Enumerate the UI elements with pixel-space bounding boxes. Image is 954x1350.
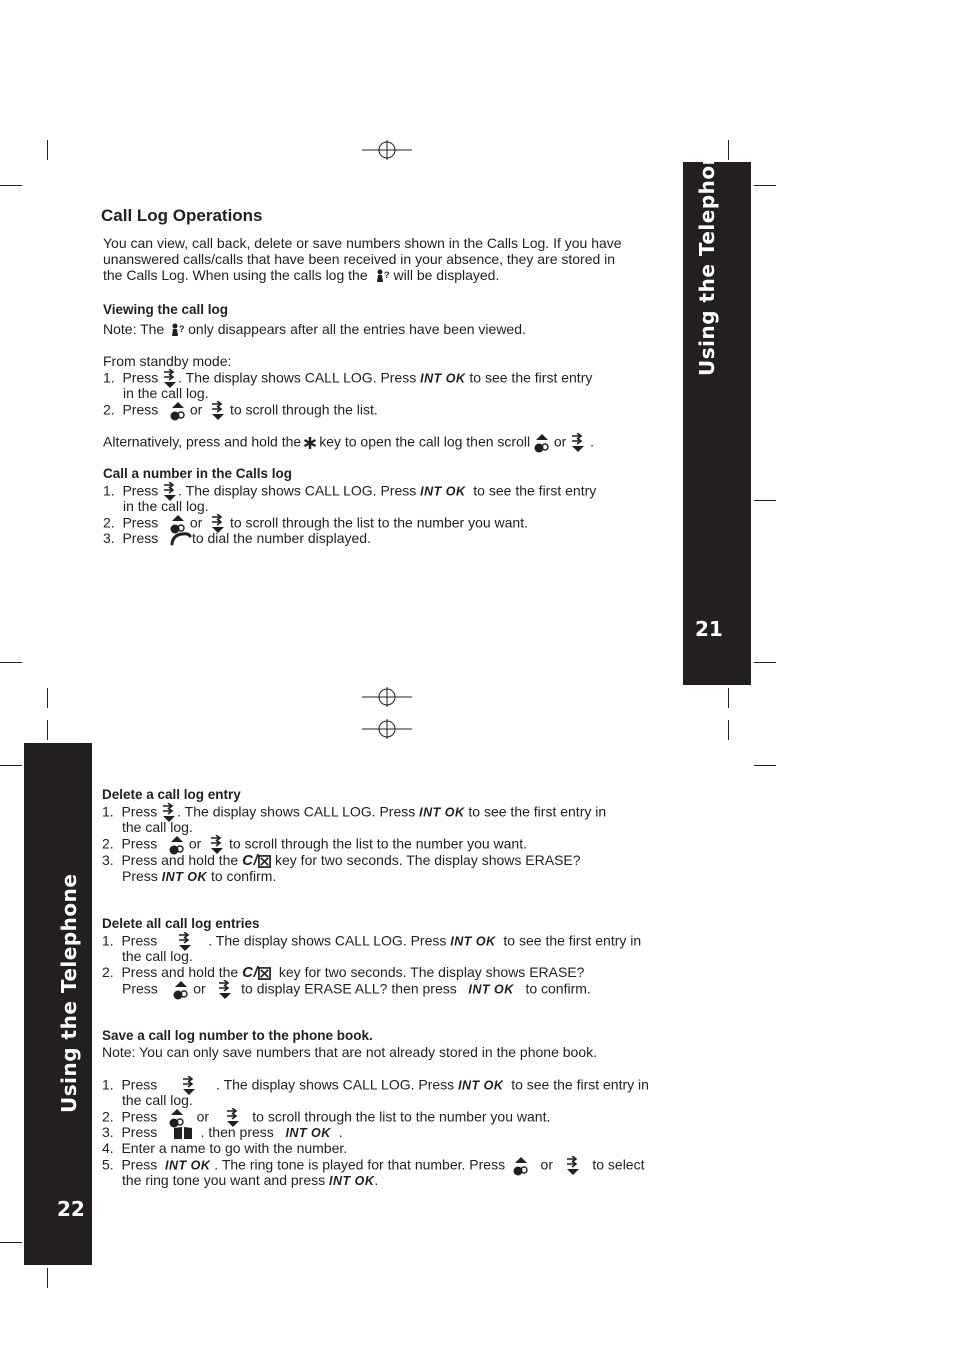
section-heading: Call Log Operations — [101, 206, 263, 225]
delete-all-title: Delete all call log entries — [102, 916, 260, 931]
scroll-up-icon — [170, 401, 186, 421]
list-item: 2. Press and hold the C/ key for two seconds. The display shows ERASE? — [102, 964, 585, 981]
int-ok-key: INT OK — [420, 371, 466, 386]
scroll-down-icon — [210, 401, 226, 421]
delete-entry-title: Delete a call log entry — [102, 787, 241, 802]
list-item: 5. Press INT OK . The ring tone is played for that number. Press or to select — [102, 1156, 644, 1176]
scroll-up-icon — [534, 433, 550, 453]
list-item: 2. Press or to scroll through the list to the number you want. — [102, 835, 527, 855]
phonebook-icon — [173, 1126, 193, 1140]
list-item: 1. Press . The display shows CALL LOG. Press INT OK to see the first entry in — [102, 932, 641, 952]
list-item: 1. Press . The display shows CALL LOG. Press INT OK to see the first entry in — [102, 1076, 649, 1096]
scroll-up-icon — [173, 980, 189, 1000]
save-title: Save a call log number to the phone book. — [102, 1028, 373, 1043]
page-number: 22 — [57, 1197, 85, 1221]
call-number-title: Call a number in the Calls log — [103, 466, 293, 481]
clear-icon — [258, 855, 271, 868]
tab-title: Using the Telephone — [695, 136, 719, 376]
star-key-icon — [303, 436, 317, 450]
int-ok-key: INT OK — [458, 1078, 504, 1093]
side-tab-page-21 — [683, 136, 751, 685]
list-item: 1. Press . The display shows CALL LOG. Press INT OK to see the first entry — [103, 482, 596, 502]
talk-key-icon — [170, 532, 192, 546]
list-item: 3. Press and hold the C/ key for two seconds. The display shows ERASE? — [102, 852, 581, 869]
list-item: 2. Press or to scroll through the list to the number you want. — [102, 1108, 550, 1128]
side-tab-page-22 — [24, 743, 92, 1265]
int-ok-key: INT OK — [161, 870, 208, 884]
list-item: 2. Press or to scroll through the list to the number you want. — [103, 514, 528, 534]
int-ok-key: INT OK — [450, 934, 496, 949]
scroll-down-icon — [565, 1156, 581, 1176]
missed-call-icon — [171, 323, 185, 337]
int-ok-key: INT OK — [165, 1158, 211, 1173]
list-item: 3. Press . then press INT OK . — [102, 1124, 343, 1140]
clear-key: C/ — [242, 852, 259, 869]
clear-key: C/ — [242, 964, 259, 981]
list-item: 1. Press . The display shows CALL LOG. Press INT OK to see the first entry in — [102, 803, 606, 823]
list-item: 2. Press or to scroll through the list. — [103, 401, 378, 421]
scroll-up-icon — [513, 1156, 529, 1176]
scroll-down-icon — [217, 980, 233, 1000]
int-ok-key: INT OK — [329, 1174, 375, 1188]
missed-call-icon — [376, 269, 390, 283]
list-item: 3. Press to dial the number displayed. — [103, 530, 371, 546]
clear-icon — [258, 967, 271, 980]
int-ok-key: INT OK — [285, 1126, 331, 1140]
viewing-title: Viewing the call log — [103, 302, 229, 317]
page-number: 21 — [695, 617, 723, 641]
int-ok-key: INT OK — [420, 484, 466, 499]
list-item: 4. Enter a name to go with the number. — [102, 1140, 348, 1156]
int-ok-key: INT OK — [468, 982, 514, 997]
list-item: 1. Press . The display shows CALL LOG. Press INT OK to see the first entry — [103, 369, 592, 389]
scroll-down-icon — [570, 433, 586, 453]
tab-title: Using the Telephone — [57, 873, 81, 1113]
int-ok-key: INT OK — [419, 805, 465, 820]
